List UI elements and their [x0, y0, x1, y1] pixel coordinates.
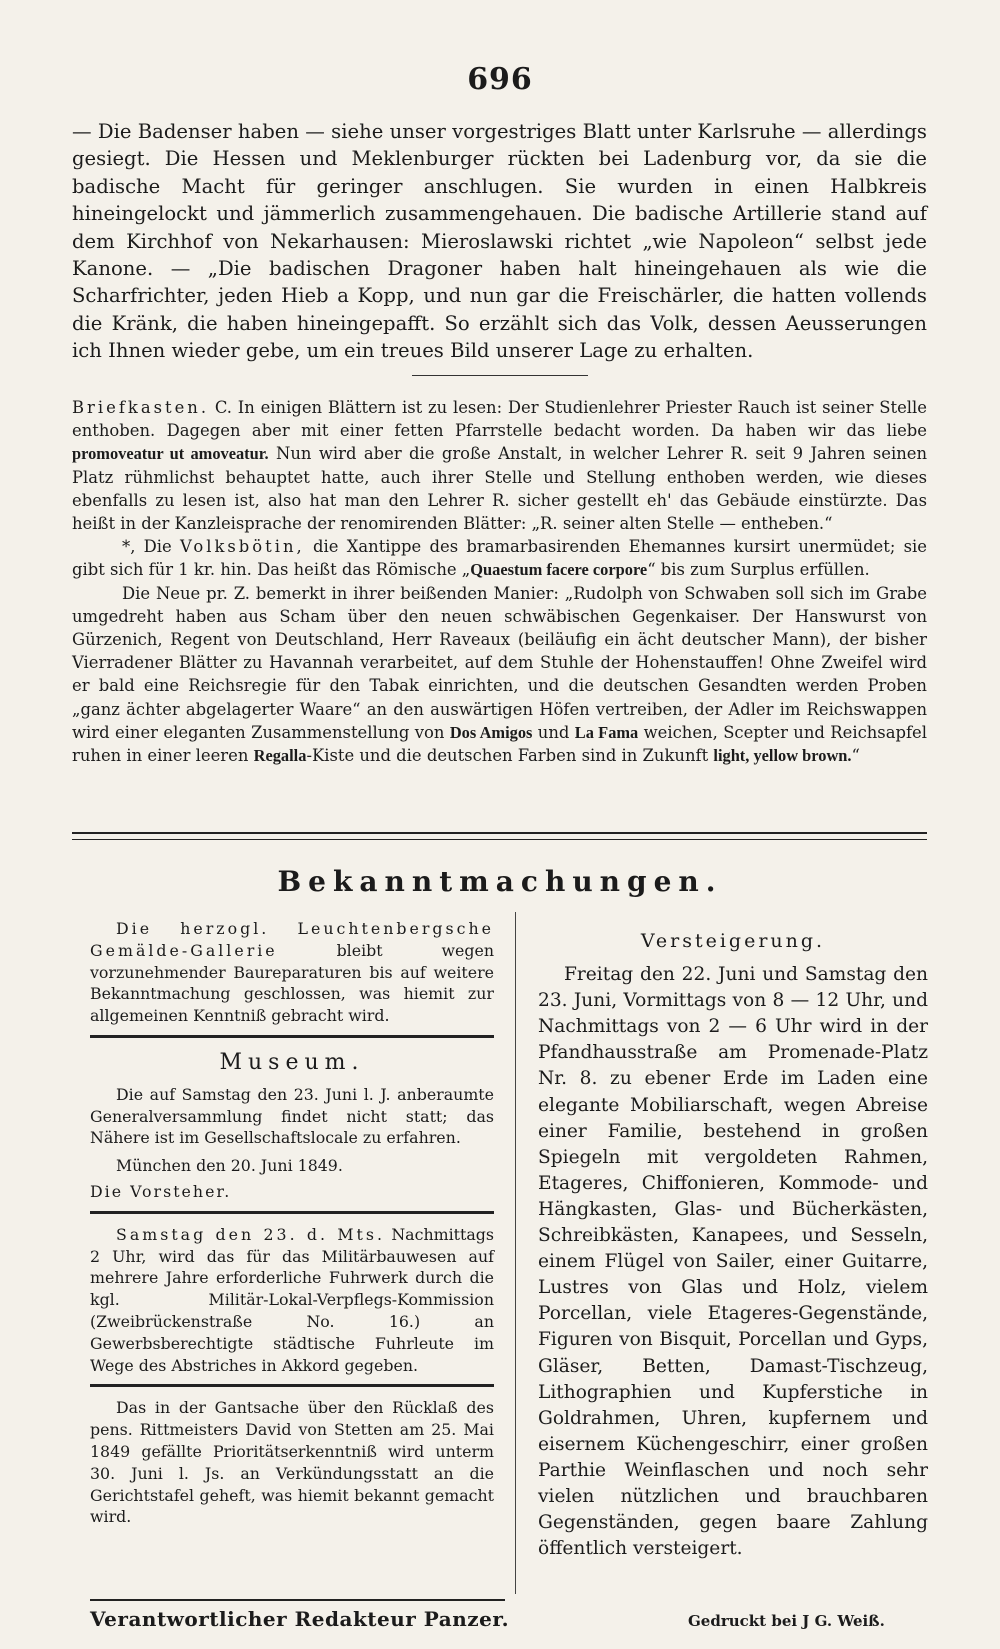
lead-article	[72, 118, 927, 365]
fuhrwerk-text: Nachmittags 2 Uhr, wird das für das Militärbauwesen auf mehrere Jahre erforderliche Fuhrwerk durch die kgl. Militär-Lokal-Verpflegs-Kommission (Zweibrückenstraße No. 16.) an Gewerbsberechtigte städtische Fuhrleute im Wege des Abstriches in Akkord gegeben.	[90, 1224, 494, 1375]
letters-text-3-end: “	[851, 746, 860, 766]
letters-text-2a: *, Die	[122, 537, 181, 557]
letters-text-2b: “ bis zum Surplus erfüllen.	[647, 560, 870, 580]
editor-line: Verantwortlicher Redakteur Panzer.	[90, 1607, 510, 1631]
museum-signature: Die Vorsteher.	[90, 1181, 232, 1201]
left-rule-1	[90, 1035, 494, 1038]
letters-text-1b: Nun wird aber die große Anstalt, in welcher Lehrer R. seit 9 Jahren seinen Platz rühmlichst behauptet hatte, auch ihrer Stelle und Stellung enthoben werden, wie dieses ebenfalls zu lesen ist, also hat man den Lehrer R. sicher gestellt eh' das Gebäude einstürzte. Das heißt in der Kanzleisprache der renomirenden Blätter: „R. seiner alten Stelle — entheben.“	[72, 444, 928, 534]
letters-paragraph-1	[72, 396, 927, 535]
column-divider	[515, 912, 516, 1594]
latin-phrase-3: light, yellow brown.	[713, 746, 852, 766]
museum-text: Die auf Samstag den 23. Juni l. J. anberaumte Generalversammlung findet nicht statt; das Nähere ist im Gesellschaftslocale zu erfahren.	[90, 1084, 494, 1148]
footer-rule	[90, 1599, 505, 1601]
gallery-label: Die herzogl. Leuchtenbergsche Gemälde-Gallerie	[90, 919, 494, 960]
page-number: 696	[467, 62, 533, 97]
lead-paragraph: — Die Badenser haben — siehe unser vorgestriges Blatt unter Karlsruhe — allerdings gesiegt. Die Hessen und Meklenburger rückten bei Ladenburg vor, da sie die badische Macht für geringer anschlugen. Sie wurden in einen Halbkreis hineingelockt und jämmerlich zusammengehauen. Die badische Artillerie stand auf dem Kirchhof von Nekarhausen: Mieroslawski richtet „wie Napoleon“ selbst jede Kanone. — „Die badischen Dragoner haben halt hineingehauen als wie die Scharfrichter, jeden Hieb a Kopp, und nun gar die Freischärler, die hatten vollends die Kränk, die haben hineingepafft. So erzählt sich das Volk, dessen Aeusserungen ich Ihnen wieder gebe, um ein treues Bild unserer Lage zu erhalten.	[72, 120, 927, 363]
letters-text-3-and: und	[532, 722, 575, 742]
notice-fuhrwerk	[90, 1224, 494, 1377]
museum-title: Museum.	[219, 1049, 365, 1075]
letters-paragraph-3	[72, 582, 927, 768]
brand-dos-amigos: Dos Amigos	[449, 722, 533, 742]
printer-line: Gedruckt bei J G. Weiß.	[688, 1612, 885, 1630]
letters-label: Briefkasten.	[72, 398, 210, 417]
letters-paragraph-2	[72, 535, 927, 581]
auction-heading: Versteigerung.	[640, 930, 826, 952]
notice-gantsache: Das in der Gantsache über den Rücklaß des pens. Rittmeisters David von Stetten am 25. Mai 1849 gefällte Prioritätserkenntniß wird unterm 30. Juni l. Js. an Verkündungsstatt an die Gerichtstafel geheft, was hiemit bekannt gemacht wird.	[90, 1398, 494, 1527]
announcements-title: Bekanntmachungen.	[277, 865, 723, 898]
auction-text: Freitag den 22. Juni und Samstag den 23. Juni, Vormittags von 8 — 12 Uhr, und Nachmittags von 2 — 6 Uhr wird in der Pfandhausstraße am Promenade-Platz Nr. 8. zu ebener Erde im Laden eine elegante Mobiliarschaft, wegen Abreise einer Familie, bestehend in großen Spiegeln mit vergoldeten Rahmen, Etageres, Chiffonieren, Kommode- und Hängkasten, Glas- und Bücherkästen, Schreibkästen, Kanapees, und Sesseln, einem Flügel von Sailer, einer Guitarre, Lustres von Glas und Holz, vielem Porcellan, viele Etageres-Gegenstände, Figuren von Bisquit, Porcellan und Gyps, Gläser, Betten, Damast-Tischzeug, Lithographien und Kupferstiche in Goldrahmen, Uhren, kupfernem und eisernem Küchengeschirr, einer großen Parthie Weinflaschen und noch sehr vielen nützlichen und brauchbaren Gegenständen, gegen baare Zahlung öffentlich versteigert.	[538, 964, 928, 1560]
brand-la-fama: La Fama	[574, 722, 639, 742]
letters-text-1: C. In einigen Blättern ist zu lesen: Der Studienlehrer Priester Rauch ist seiner Stelle enthoben. Dagegen aber mit einer fetten Pfarrstelle bedacht worden. Da haben wir das liebe	[72, 398, 927, 441]
brand-regalla: Regalla	[253, 746, 307, 766]
left-rule-3	[90, 1384, 494, 1387]
latin-phrase-1: promoveatur ut amoveatur.	[72, 444, 269, 464]
letters-text-2: die Xantippe des bramarbasirenden Ehemannes kursirt unermüdet; sie gibt sich für 1 kr. hin. Das heißt das Römische „	[72, 537, 927, 580]
letters-text-3: Die Neue pr. Z. bemerkt in ihrer beißenden Manier: „Rudolph von Schwaben soll sich im Grabe umgedreht haben aus Scham über den neuen schwäbischen Gegenkaiser. Der Hanswurst von Gürzenich, Regent von Deutschland, Herr Raveaux (beiläufig ein ächt deutscher Mann), der bisher Vierradener Blätter zu Havannah verarbeitet, auf dem Stuhle der Hohenstauffen! Ohne Zweifel wird er bald eine Reichsregie für den Tabak einrichten, und die deutschen Gesandten werden Proben „ganz ächter abgelagerter Waare“ an den auswärtigen Höfen vertreiben, der Adler im Reichswappen wird einer eleganten Zusammenstellung von	[72, 583, 927, 742]
letters-section	[72, 396, 927, 767]
notice-gallery	[90, 918, 494, 1027]
fuhrwerk-label: Samstag den 23. d. Mts.	[116, 1224, 386, 1244]
volksboetin-label: Volksbötin,	[180, 537, 305, 557]
letters-text-3b: weichen, Scepter und Reichsapfel ruhen in einer leeren	[72, 722, 927, 766]
latin-phrase-2: Quaestum facere corpore	[470, 560, 648, 580]
separator-short	[412, 375, 588, 376]
museum-date: München den 20. Juni 1849.	[116, 1156, 343, 1176]
right-column	[538, 918, 928, 1562]
left-column	[90, 918, 494, 1528]
left-rule-2	[90, 1211, 494, 1214]
section-divider	[72, 832, 927, 840]
letters-text-3c: -Kiste und die deutschen Farben sind in Zukunft	[306, 746, 714, 766]
gallery-text: bleibt wegen vorzunehmender Baureparaturen bis auf weitere Bekanntmachung geschlossen, was hiemit zur allgemeinen Kenntniß gebracht wird.	[90, 940, 494, 1026]
